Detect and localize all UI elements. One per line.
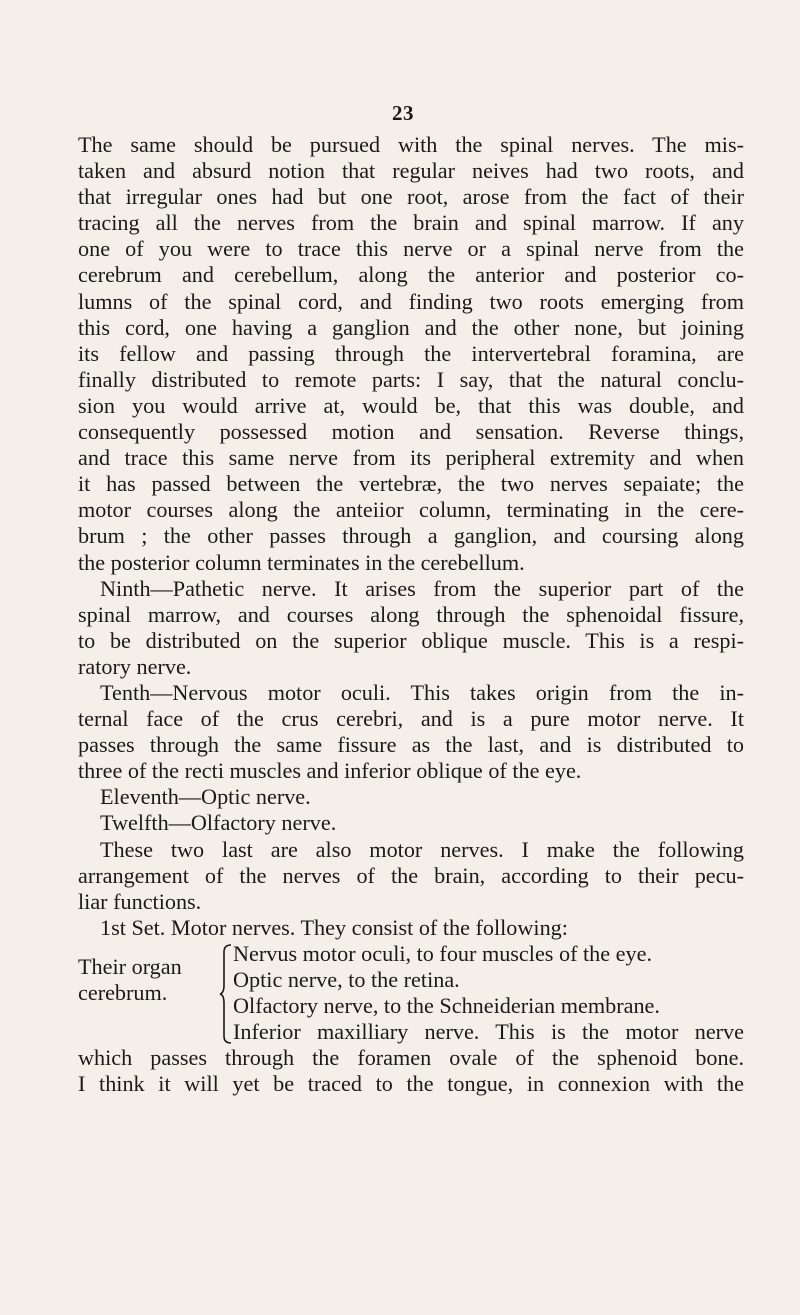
text-line: Tenth—Nervous motor oculi. This takes origin from the in- — [100, 679, 744, 705]
text-line: taken and absurd notion that regular neives had two roots, and — [78, 158, 744, 184]
brace-item: Inferior maxilliary nerve. This is the motor nerve — [233, 1019, 744, 1045]
text-line: ternal face of the crus cerebri, and is a pure motor nerve. It — [78, 706, 744, 732]
text-line: this cord, one having a ganglion and the other none, but joining — [78, 314, 744, 340]
main-paragraphs — [78, 132, 744, 941]
motor-nerves-brace-group — [78, 941, 744, 1045]
brace-label — [78, 954, 218, 1006]
text-line: Twelfth—Olfactory nerve. — [100, 810, 337, 836]
text-line: The same should be pursued with the spinal nerves. The mis- — [78, 132, 744, 157]
text-line: it has passed between the vertebræ, the two nerves sepaiate; the — [78, 471, 744, 497]
text-line: 1st Set. Motor nerves. They consist of the following: — [100, 914, 568, 940]
text-line: arrangement of the nerves of the brain, according to their pecu- — [78, 862, 744, 888]
text-line: one of you were to trace this nerve or a spinal nerve from the — [78, 236, 744, 262]
text-line: lumns of the spinal cord, and finding two roots emerging from — [78, 288, 744, 314]
text-line: Eleventh—Optic nerve. — [100, 784, 311, 810]
brace-item: Nervus motor oculi, to four muscles of the eye. — [233, 940, 652, 966]
text-line: These two last are also motor nerves. I make the following — [100, 836, 744, 862]
text-line: spinal marrow, and courses along through the sphenoidal fissure, — [78, 601, 744, 627]
brace-item: Optic nerve, to the retina. — [233, 967, 460, 992]
brace-item: Olfactory nerve, to the Schneiderian membrane. — [233, 993, 660, 1019]
text-line: I think it will yet be traced to the tongue, in connexion with the — [78, 1071, 744, 1097]
curly-brace-icon — [219, 943, 233, 1045]
text-line: ratory nerve. — [78, 653, 192, 679]
brace-label-line: cerebrum. — [78, 980, 168, 1005]
page-body-text — [78, 132, 744, 1097]
text-line: Ninth—Pathetic nerve. It arises from the superior part of the — [100, 575, 744, 601]
text-line: tracing all the nerves from the brain and spinal marrow. If any — [78, 210, 744, 236]
text-line: motor courses along the anteiior column, terminating in the cere- — [78, 497, 744, 523]
text-line: brum ; the other passes through a ganglion, and coursing along — [78, 523, 744, 549]
brace-label-line: Their organ — [78, 953, 182, 979]
text-line: the posterior column terminates in the cerebellum. — [78, 549, 525, 575]
text-line: passes through the same fissure as the last, and is distributed to — [78, 732, 744, 758]
brace-items — [233, 941, 744, 1045]
text-line: consequently possessed motion and sensation. Reverse things, — [78, 419, 744, 445]
text-line: sion you would arrive at, would be, that this was double, and — [78, 392, 744, 418]
continuation-text — [78, 1045, 744, 1097]
text-line: finally distributed to remote parts: I say, that the natural conclu- — [78, 366, 744, 392]
text-line: which passes through the foramen ovale of the sphenoid bone. — [78, 1045, 744, 1071]
text-line: cerebrum and cerebellum, along the anterior and posterior co- — [78, 262, 744, 288]
text-line: liar functions. — [78, 888, 202, 914]
text-line: three of the recti muscles and inferior oblique of the eye. — [78, 758, 582, 784]
text-line: its fellow and passing through the intervertebral foramina, are — [78, 340, 744, 366]
text-line: to be distributed on the superior oblique muscle. This is a respi- — [78, 627, 744, 653]
page-number: 23 — [392, 101, 414, 125]
text-line: that irregular ones had but one root, arose from the fact of their — [78, 184, 744, 210]
text-line: and trace this same nerve from its peripheral extremity and when — [78, 445, 744, 471]
